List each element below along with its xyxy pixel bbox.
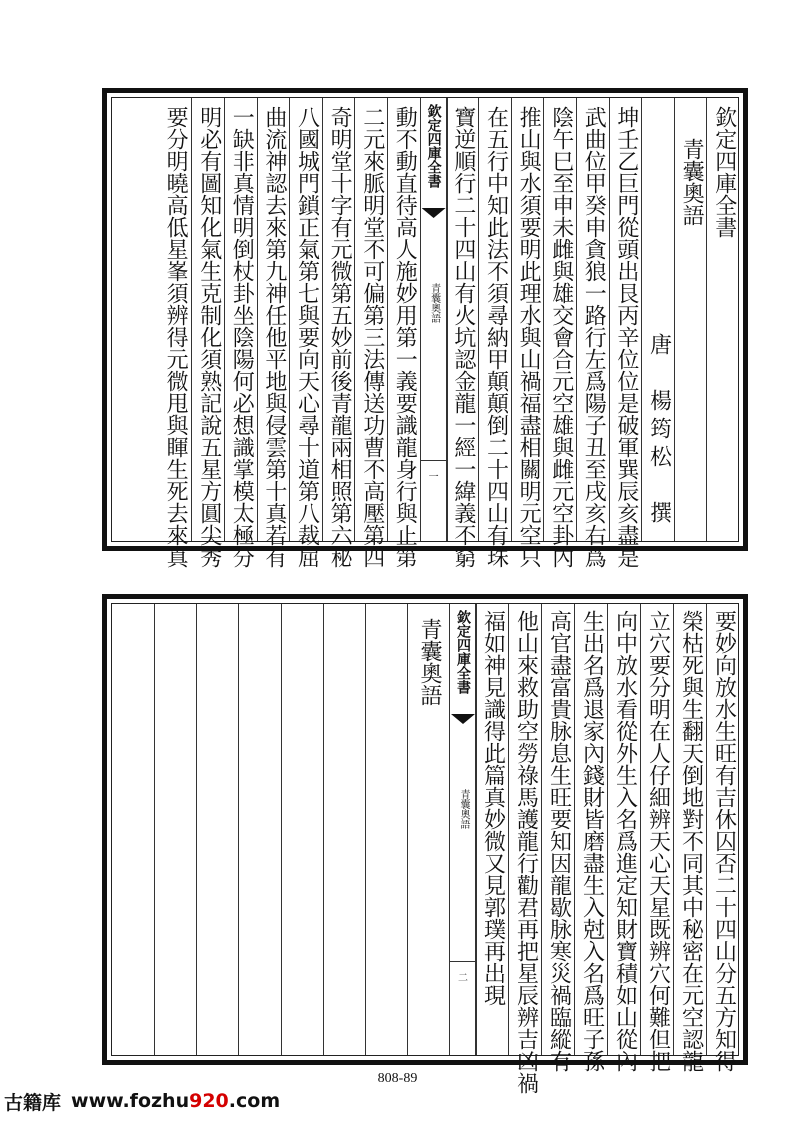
watermark-site-name: 古籍库 <box>4 1091 62 1114</box>
text-column-3-text: 立穴要分明在人仔細辨天心天星既辨穴何難但把 <box>645 610 671 1072</box>
text-column-15-text: 一缺非真情明倒杖卦坐陰陽何必想識掌模太極分 <box>229 106 255 568</box>
text-column-1 <box>706 604 740 1072</box>
text-column-17-text: 要分明曉高低星峯須辨得元微甩與睴生死去來真 <box>163 106 189 568</box>
text-column-11-text: 二元來脈明堂不可偏第三法傳送功曹不高壓第四 <box>359 106 385 568</box>
top-page-panel <box>102 88 748 568</box>
text-column-3-text: 唐 楊筠松 撰 <box>646 333 672 529</box>
text-column-1-text: 要妙向放水生旺有吉休囚否二十四山分五方知得 <box>711 610 737 1072</box>
text-column-9 <box>446 98 480 568</box>
text-column-2 <box>673 604 707 1072</box>
text-column-15 <box>224 98 258 568</box>
text-column-14-text: 曲流神認去來第九神任他平地與侵雲第十真若有 <box>261 106 287 568</box>
text-column-7 <box>511 98 545 568</box>
text-column-7 <box>508 604 542 1094</box>
text-column-2-text: 青囊奧語 <box>679 138 705 226</box>
text-column-6-text: 高官盡富貴脉息生旺要知因龍歇脉寒災禍臨縱有 <box>546 610 572 1072</box>
text-column-3 <box>641 98 675 541</box>
text-column-16-text: 明必有圖知化氣生克制化須熟記說五星方圓尖秀 <box>196 106 222 568</box>
site-watermark <box>4 1089 280 1113</box>
blank-column-4 <box>238 604 281 1055</box>
text-column-5-text: 武曲位甲癸申貪狼一路行左爲陽子丑至戌亥右爲 <box>581 106 607 568</box>
watermark-url-prefix: www.fozhu <box>71 1090 190 1112</box>
page-number: 808-89 <box>377 1071 418 1086</box>
text-column-8-text: 福如神見識得此篇真妙微又見郭璞再出現 <box>480 610 506 1006</box>
fish-tail-mark-icon <box>451 714 475 724</box>
fish-tail-mark-icon <box>422 208 446 218</box>
text-column-6 <box>541 604 575 1072</box>
text-column-13 <box>289 98 323 568</box>
text-column-4 <box>609 98 643 568</box>
top-page-frame <box>111 97 739 568</box>
text-column-10 <box>387 98 421 568</box>
text-column-13-text: 八國城門鎖正氣第七與要向天心尋十道第八裁屈 <box>294 106 320 568</box>
text-column-7-text: 他山來救助空勞祿馬護龍行勸君再把星辰辨吉凶禍 <box>513 610 539 1094</box>
text-column-7-text: 推山與水須要明此理水與山禍福盡相關明元空只 <box>516 106 542 568</box>
text-column-2 <box>674 98 708 541</box>
end-title-column <box>407 604 450 1055</box>
text-column-17 <box>159 98 192 568</box>
text-column-11 <box>354 98 388 568</box>
text-column-1-text: 欽定四庫全書 <box>711 106 737 238</box>
end-title-column-text: 青囊奧語 <box>416 618 442 706</box>
text-column-6 <box>543 98 577 568</box>
text-column-3 <box>640 604 674 1072</box>
blank-column-1 <box>365 604 408 1055</box>
spine-divider <box>450 961 476 962</box>
text-column-8-text: 在五行中知此法不須尋納甲顛顛倒二十四山有珠 <box>483 106 509 568</box>
spine-column <box>449 604 477 1055</box>
text-column-14 <box>257 98 291 568</box>
text-column-5 <box>574 604 608 1072</box>
spine-subtitle: 青囊奧語 <box>428 283 440 323</box>
blank-column-3 <box>281 604 324 1055</box>
text-column-2-text: 榮枯死與生翻天倒地對不同其中秘密在元空認龍 <box>678 610 704 1072</box>
text-column-12 <box>322 98 356 568</box>
text-column-8 <box>475 604 509 1055</box>
text-column-1 <box>706 98 740 541</box>
spine-title: 欽定四庫全書 <box>425 104 442 188</box>
spine-page-number: 一 <box>428 472 439 483</box>
text-column-6-text: 陰午巳至申未雌與雄交會合元空雄與雌元空卦內 <box>548 106 574 568</box>
text-column-8 <box>478 98 512 568</box>
blank-column-7 <box>112 604 154 1055</box>
watermark-url-suffix: .com <box>228 1090 281 1112</box>
spine-title: 欽定四庫全書 <box>455 610 471 694</box>
spine-divider <box>421 460 447 461</box>
text-column-4-text: 坤壬乙巨門從頭出艮丙辛位位是破軍巽辰亥盡是 <box>613 106 639 568</box>
text-column-12-text: 奇明堂十字有元微第五妙前後青龍兩相照第六秘 <box>327 106 353 568</box>
spine-page-number: 二 <box>458 973 468 984</box>
blank-column-5 <box>196 604 239 1055</box>
text-column-10-text: 動不動直待高人施妙用第一義要識龍身行與止第 <box>392 106 418 568</box>
text-column-5 <box>576 98 610 568</box>
text-column-4-text: 向中放水看從外生入名爲進定知財寶積如山從內 <box>612 610 638 1072</box>
blank-column-2 <box>323 604 366 1055</box>
text-column-4 <box>607 604 641 1072</box>
text-column-5-text: 生出名爲退家內錢財皆磨盡生入尅入名爲旺子孫 <box>579 610 605 1072</box>
text-column-16 <box>191 98 225 568</box>
text-column-9-text: 寶逆順行二十四山有火坑認金龍一經一緯義不窮 <box>450 106 476 568</box>
spine-column <box>420 98 448 541</box>
blank-column-6 <box>154 604 197 1055</box>
watermark-url <box>71 1090 280 1112</box>
watermark-url-number: 920 <box>189 1090 229 1112</box>
spine-subtitle: 青囊奧語 <box>458 789 469 829</box>
